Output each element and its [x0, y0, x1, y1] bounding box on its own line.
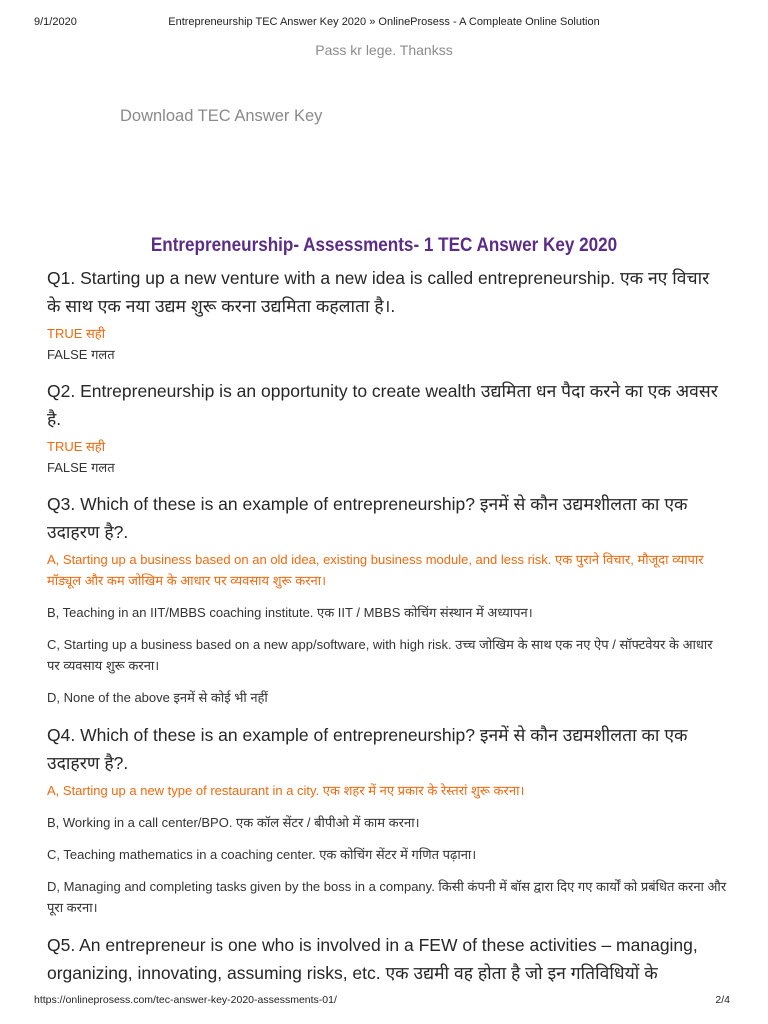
- cut-off-text-line: [150, 30, 540, 38]
- question-1-option-true[interactable]: TRUE सही: [47, 326, 106, 341]
- question-4-option-a[interactable]: A, Starting up a new type of restaurant in a city. एक शहर में नए प्रकार के रेस्तरां शुरू करना।: [47, 783, 525, 798]
- question-2-option-true[interactable]: TRUE सही: [47, 439, 106, 454]
- question-5: Q5. An entrepreneur is one who is involved in a FEW of these activities – managing, organizing, innovating, assuming risks, etc. एक उद्यमी वह होता है जो इन गतिविधियों के: [47, 935, 698, 983]
- question-2: Q2. Entrepreneurship is an opportunity to create wealth उद्यमिता धन पैदा करने का एक अवसर है.: [47, 381, 718, 429]
- question-2-option-false[interactable]: FALSE गलत: [47, 460, 115, 475]
- question-4-option-c[interactable]: C, Teaching mathematics in a coaching center. एक कोचिंग सेंटर में गणित पढ़ाना।: [47, 847, 477, 862]
- question-list: [47, 264, 727, 987]
- print-date: 9/1/2020: [34, 16, 77, 28]
- question-4: Q4. Which of these is an example of entrepreneurship? इनमें से कौन उद्यमशीलता का एक उदाहरण है?.: [47, 725, 688, 773]
- question-4-option-b[interactable]: B, Working in a call center/BPO. एक कॉल सेंटर / बीपीओ में काम करना।: [47, 815, 420, 830]
- download-answer-key-link[interactable]: Download TEC Answer Key: [120, 107, 323, 125]
- intro-text: Pass kr lege. Thankss: [315, 42, 453, 58]
- question-3-option-c[interactable]: C, Starting up a business based on a new app/software, with high risk. उच्च जोखिम के साथ एक नए ऐप / सॉफ्टवेयर के आधार पर व्यवसाय शुरू करना।: [47, 637, 713, 673]
- question-3-option-b[interactable]: B, Teaching in an IIT/MBBS coaching institute. एक IIT / MBBS कोचिंग संस्थान में अध्यापन।: [47, 605, 533, 620]
- question-3-option-d[interactable]: D, None of the above इनमें से कोई भी नहीं: [47, 690, 268, 705]
- question-3: Q3. Which of these is an example of entrepreneurship? इनमें से कौन उद्यमशीलता का एक उदाहरण है?.: [47, 494, 688, 542]
- question-1: Q1. Starting up a new venture with a new idea is called entrepreneurship. एक नए विचार के साथ एक नया उद्यम शुरू करना उद्यमिता कहलाता है।.: [47, 268, 710, 316]
- page-heading: Entrepreneurship- Assessments- 1 TEC Answer Key 2020: [150, 235, 618, 256]
- question-3-option-a[interactable]: A, Starting up a business based on an old idea, existing business module, and less risk. एक पुराने विचार, मौजूदा व्यापार मॉड्यूल और कम जोखिम के आधार पर व्यवसाय शुरू करना।: [47, 552, 704, 588]
- print-page-number: 2/4: [715, 994, 730, 1006]
- question-1-option-false[interactable]: FALSE गलत: [47, 347, 115, 362]
- print-page-title: Entrepreneurship TEC Answer Key 2020 » OnlineProsess - A Compleate Online Solution: [168, 16, 600, 28]
- question-4-option-d[interactable]: D, Managing and completing tasks given by the boss in a company. किसी कंपनी में बॉस द्वारा दिए गए कार्यों को प्रबंधित करना और पूरा करना।: [47, 879, 727, 915]
- print-page-url: https://onlineprosess.com/tec-answer-key-2020-assessments-01/: [34, 994, 337, 1006]
